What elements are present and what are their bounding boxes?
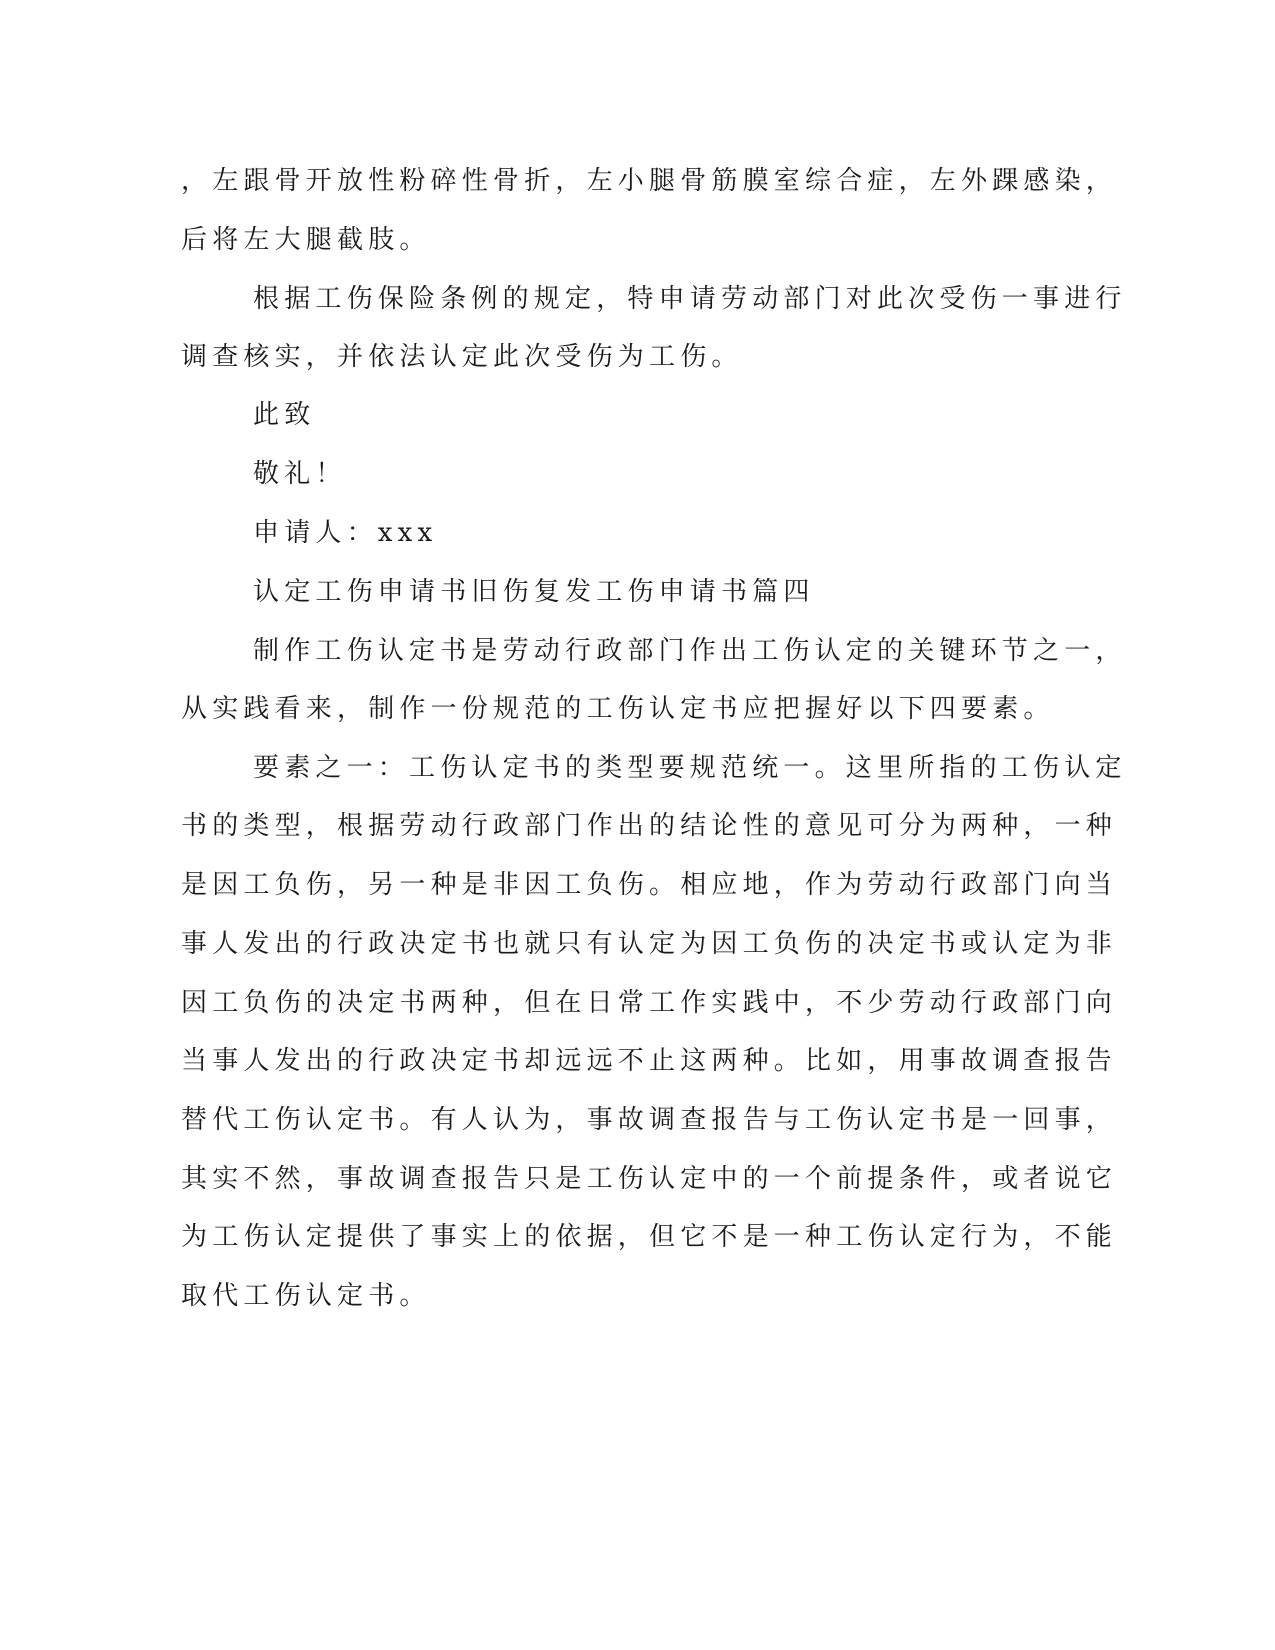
text-line: 根据工伤保险条例的规定，特申请劳动部门对此次受伤一事进行 bbox=[253, 284, 1127, 314]
text-line: 因工负伤的决定书两种，但在日常工作实践中，不少劳动行政部门向 bbox=[181, 988, 1118, 1018]
text-line: 是因工负伤，另一种是非因工负伤。相应地，作为劳动行政部门向当 bbox=[181, 870, 1118, 900]
text-line: ，左跟骨开放性粉碎性骨折，左小腿骨筋膜室综合症，左外踝感染， bbox=[181, 166, 1118, 196]
closing-line: 此致 bbox=[253, 400, 316, 430]
text-line: 从实践看来，制作一份规范的工伤认定书应把握好以下四要素。 bbox=[181, 694, 1055, 724]
text-line: 其实不然，事故调查报告只是工伤认定中的一个前提条件，或者说它 bbox=[181, 1164, 1118, 1194]
applicant-line: 申请人：xxx bbox=[253, 518, 438, 548]
closing-line: 敬礼！ bbox=[253, 459, 347, 489]
text-line: 制作工伤认定书是劳动行政部门作出工伤认定的关键环节之一， bbox=[253, 636, 1127, 666]
text-line: 书的类型，根据劳动行政部门作出的结论性的意见可分为两种，一种 bbox=[181, 811, 1118, 841]
text-line: 后将左大腿截肢。 bbox=[181, 225, 431, 255]
text-line: 要素之一：工伤认定书的类型要规范统一。这里所指的工伤认定 bbox=[253, 753, 1127, 783]
text-line: 为工伤认定提供了事实上的依据，但它不是一种工伤认定行为，不能 bbox=[181, 1222, 1118, 1252]
section-heading: 认定工伤申请书旧伤复发工伤申请书篇四 bbox=[253, 577, 815, 607]
text-line: 替代工伤认定书。有人认为，事故调查报告与工伤认定书是一回事， bbox=[181, 1105, 1118, 1135]
text-line: 取代工伤认定书。 bbox=[181, 1281, 431, 1311]
text-line: 当事人发出的行政决定书却远远不止这两种。比如，用事故调查报告 bbox=[181, 1046, 1118, 1076]
text-line: 事人发出的行政决定书也就只有认定为因工负伤的决定书或认定为非 bbox=[181, 929, 1118, 959]
text-line: 调查核实，并依法认定此次受伤为工伤。 bbox=[181, 342, 743, 372]
